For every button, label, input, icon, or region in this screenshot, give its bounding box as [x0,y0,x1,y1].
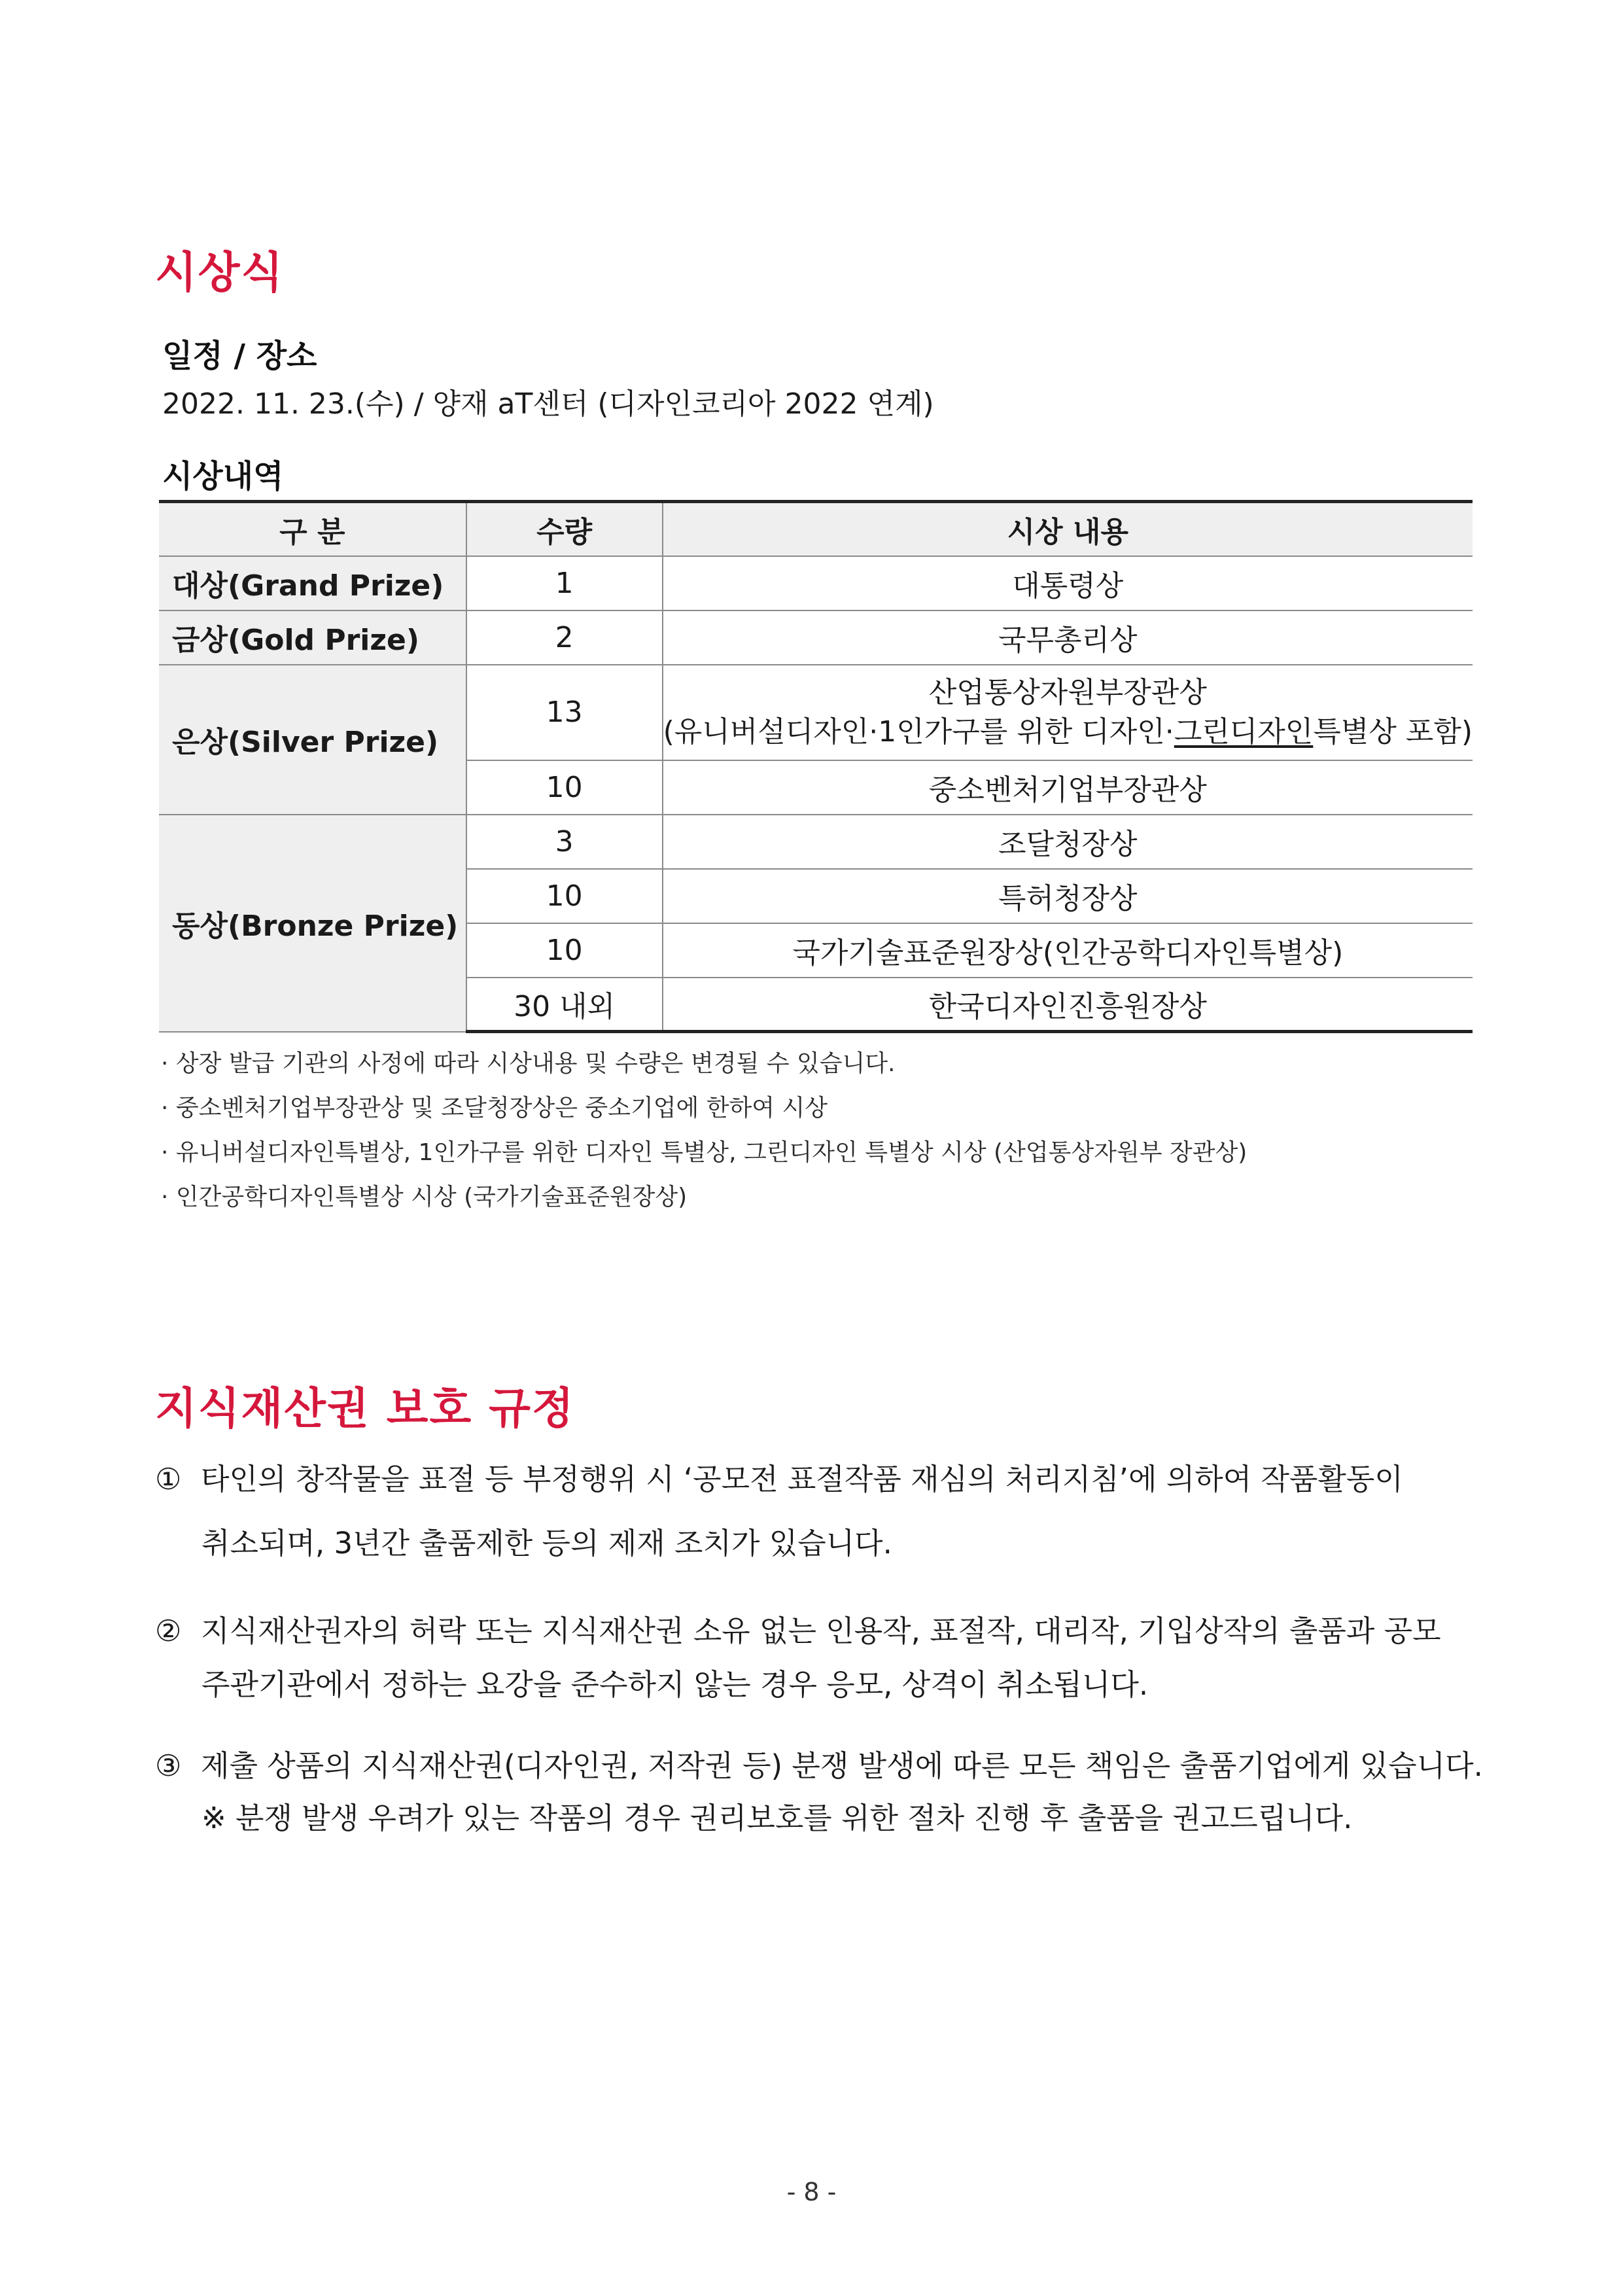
content-line: 산업통상자원부장관상 [928,676,1207,710]
table-row [159,815,1473,869]
clause-2 [155,1616,1441,1646]
schedule-value: 2022. 11. 23.(수) / 양재 aT센터 (디자인코리아 2022 연계) [162,387,934,421]
note-line: · 유니버설디자인특별상, 1인가구를 위한 디자인 특별상, 그린디자인 특별상 시상 (산업통상자원부 장관상) [161,1139,1248,1166]
ip-section-title: 지식재산권 보호 규정 [155,1383,575,1434]
quantity-cell: 13 [466,665,663,760]
schedule-label: 일정 / 장소 [162,338,317,374]
ceremony-section-title: 시상식 [155,247,285,298]
clause-text: 제출 상품의 지식재산권(디자인권, 저작권 등) 분쟁 발생에 따른 모든 책임은 출품기업에게 있습니다. [201,1748,1483,1783]
awards-header-row [159,502,1473,556]
content-cell: 특허청장상 [663,869,1473,923]
table-row [159,556,1473,610]
page-number: - 8 - [786,2178,837,2206]
quantity-cell: 10 [466,923,663,978]
quantity-cell: 1 [466,556,663,610]
note-line: · 중소벤처기업부장관상 및 조달청장상은 중소기업에 한하여 시상 [161,1095,828,1122]
note-line: · 인간공학디자인특별상 시상 (국가기술표준원장상) [161,1184,688,1210]
content-cell [663,665,1473,760]
quantity-cell: 2 [466,610,663,665]
clause-number: ② [155,1614,182,1648]
content-cell: 조달청장상 [663,815,1473,869]
category-cell: 대상(Grand Prize) [159,556,466,610]
category-cell: 은상(Silver Prize) [159,665,466,815]
content-cell: 한국디자인진흥원장상 [663,978,1473,1032]
quantity-cell: 30 내외 [466,978,663,1032]
header-content: 시상 내용 [663,502,1473,556]
awards-label: 시상내역 [162,458,284,495]
content-cell: 대통령상 [663,556,1473,610]
clause-1 [155,1464,1403,1494]
content-text: 특별상 포함) [1313,715,1473,749]
clause-number: ① [155,1462,182,1496]
clause-number: ③ [155,1748,182,1783]
clause-1-cont: 취소되며, 3년간 출품제한 등의 제재 조치가 있습니다. [201,1526,892,1561]
clause-text: 지식재산권자의 허락 또는 지식재산권 소유 없는 인용작, 표절작, 대리작, 기입상작의 출품과 공모 [201,1614,1441,1648]
content-text: (유니버설디자인·1인가구를 위한 디자인· [663,715,1174,749]
category-cell: 금상(Gold Prize) [159,610,466,665]
header-quantity: 수량 [466,502,663,556]
table-row [159,665,1473,760]
category-cell: 동상(Bronze Prize) [159,815,466,1032]
content-cell: 국무총리상 [663,610,1473,665]
header-category: 구 분 [159,502,466,556]
content-cell: 국가기술표준원장상(인간공학디자인특별상) [663,923,1473,978]
table-row [159,610,1473,665]
content-cell: 중소벤처기업부장관상 [663,760,1473,815]
clause-3 [155,1748,1483,1783]
clause-2-cont: 주관기관에서 정하는 요강을 준수하지 않는 경우 응모, 상격이 취소됩니다. [201,1667,1149,1702]
note-line: · 상장 발급 기관의 사정에 따라 시상내용 및 수량은 변경될 수 있습니다. [161,1050,896,1077]
clause-text: 타인의 창작물을 표절 등 부정행위 시 ‘공모전 표절작품 재심의 처리지침’에 의하여 작품활동이 [201,1462,1403,1496]
underlined-text: 그린디자인 [1174,715,1314,749]
quantity-cell: 3 [466,815,663,869]
clause-3-cont: ※ 분쟁 발생 우려가 있는 작품의 경우 권리보호를 위한 절차 진행 후 출품을 권고드립니다. [201,1801,1353,1835]
content-line [663,713,1473,751]
quantity-cell: 10 [466,869,663,923]
awards-table [159,500,1473,1033]
quantity-cell: 10 [466,760,663,815]
